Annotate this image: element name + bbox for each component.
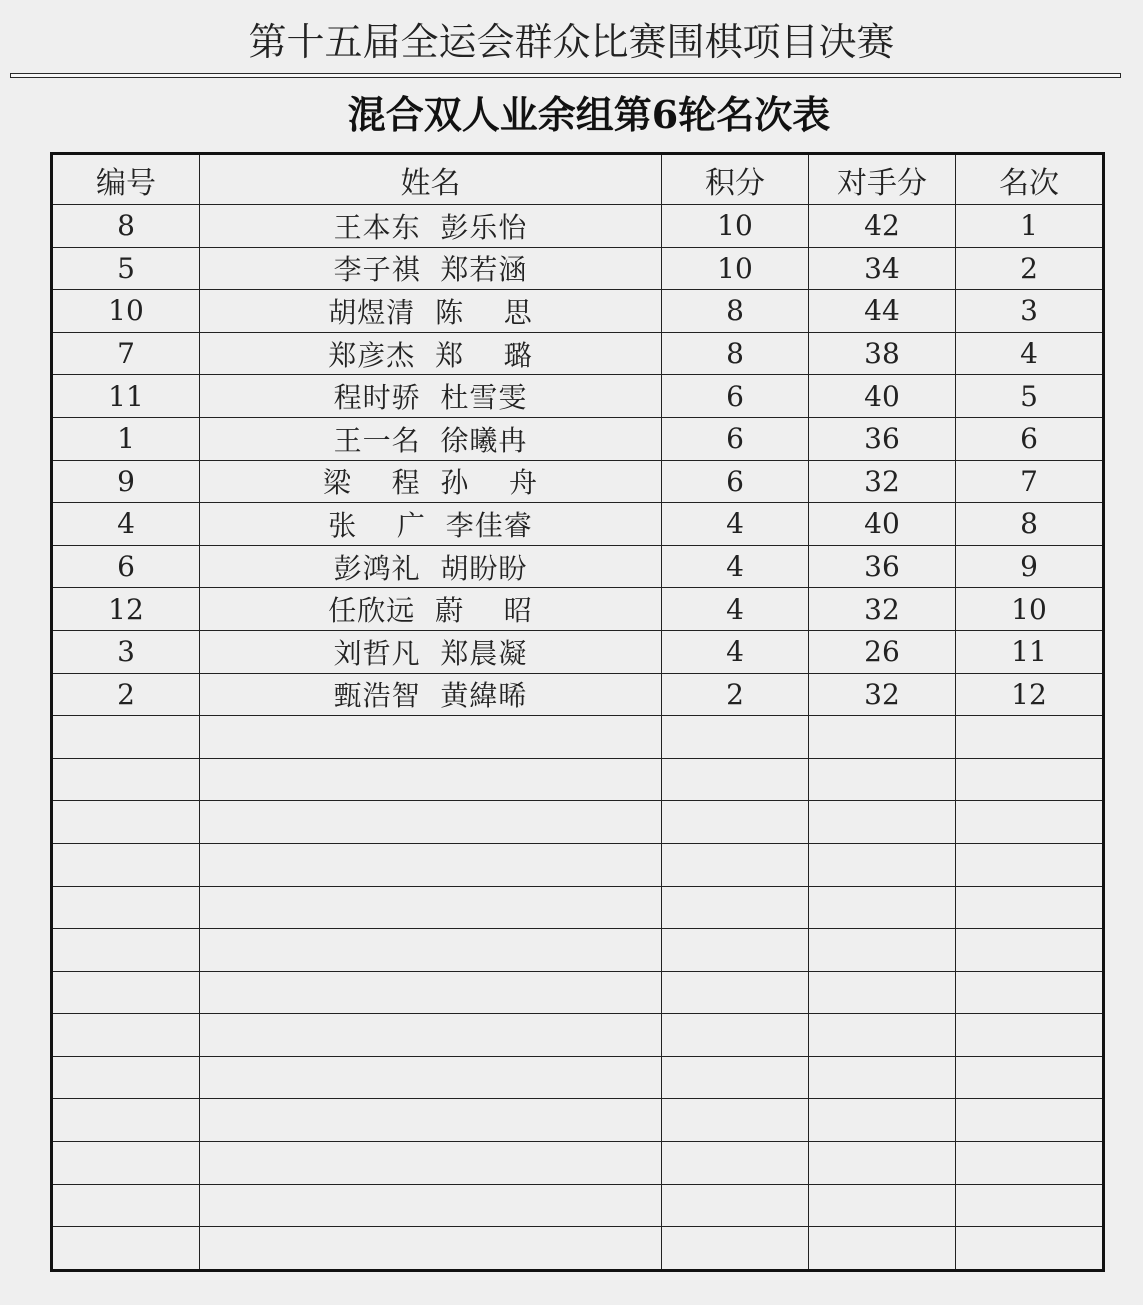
empty-cell: [200, 929, 662, 972]
cell-points: 6: [662, 375, 809, 418]
cell-opponent-points: 40: [809, 503, 956, 546]
cell-id: 2: [52, 673, 200, 716]
cell-points: 4: [662, 545, 809, 588]
cell-rank: 8: [956, 503, 1104, 546]
cell-opponent-points: 26: [809, 630, 956, 673]
cell-names: 王本东 彭乐怡: [200, 205, 662, 248]
empty-table-row: [52, 801, 1104, 844]
empty-cell: [956, 1142, 1104, 1185]
cell-id: 5: [52, 247, 200, 290]
empty-cell: [200, 1227, 662, 1271]
cell-opponent-points: 36: [809, 545, 956, 588]
empty-table-row: [52, 1227, 1104, 1271]
empty-cell: [662, 929, 809, 972]
cell-rank: 7: [956, 460, 1104, 503]
empty-cell: [662, 971, 809, 1014]
empty-cell: [52, 758, 200, 801]
empty-table-row: [52, 1184, 1104, 1227]
cell-rank: 11: [956, 630, 1104, 673]
cell-rank: 4: [956, 332, 1104, 375]
empty-cell: [662, 843, 809, 886]
cell-points: 4: [662, 503, 809, 546]
cell-opponent-points: 32: [809, 588, 956, 631]
cell-names: 郑彦杰 郑 璐: [200, 332, 662, 375]
empty-cell: [662, 1056, 809, 1099]
empty-cell: [956, 1099, 1104, 1142]
empty-table-row: [52, 843, 1104, 886]
empty-table-row: [52, 1142, 1104, 1185]
empty-cell: [52, 1184, 200, 1227]
empty-cell: [662, 716, 809, 759]
cell-rank: 5: [956, 375, 1104, 418]
cell-names: 张 广 李佳睿: [200, 503, 662, 546]
cell-id: 4: [52, 503, 200, 546]
empty-cell: [809, 1142, 956, 1185]
table-row: [52, 630, 1104, 673]
empty-cell: [956, 971, 1104, 1014]
empty-cell: [956, 929, 1104, 972]
cell-points: 4: [662, 630, 809, 673]
empty-cell: [52, 1056, 200, 1099]
table-row: [52, 205, 1104, 248]
empty-cell: [956, 843, 1104, 886]
empty-cell: [200, 1099, 662, 1142]
empty-cell: [52, 1142, 200, 1185]
cell-opponent-points: 32: [809, 460, 956, 503]
empty-cell: [809, 843, 956, 886]
cell-id: 3: [52, 630, 200, 673]
empty-cell: [809, 758, 956, 801]
cell-rank: 10: [956, 588, 1104, 631]
empty-table-row: [52, 971, 1104, 1014]
empty-cell: [52, 886, 200, 929]
empty-cell: [200, 1014, 662, 1057]
cell-names: 甄浩智 黄緯晞: [200, 673, 662, 716]
empty-cell: [956, 716, 1104, 759]
column-header-rank: 名次: [956, 154, 1104, 205]
cell-opponent-points: 34: [809, 247, 956, 290]
empty-table-row: [52, 758, 1104, 801]
cell-opponent-points: 32: [809, 673, 956, 716]
empty-cell: [809, 971, 956, 1014]
empty-cell: [956, 758, 1104, 801]
cell-id: 10: [52, 290, 200, 333]
cell-rank: 6: [956, 417, 1104, 460]
cell-id: 12: [52, 588, 200, 631]
cell-names: 胡煜清 陈 思: [200, 290, 662, 333]
cell-rank: 12: [956, 673, 1104, 716]
empty-cell: [52, 1227, 200, 1271]
cell-opponent-points: 40: [809, 375, 956, 418]
empty-cell: [809, 886, 956, 929]
cell-id: 9: [52, 460, 200, 503]
standings-table: [50, 152, 1105, 1272]
empty-table-row: [52, 929, 1104, 972]
cell-names: 任欣远 蔚 昭: [200, 588, 662, 631]
empty-cell: [662, 1184, 809, 1227]
column-header-names: 姓名: [200, 154, 662, 205]
table-row: [52, 673, 1104, 716]
table-row: [52, 545, 1104, 588]
title-divider: [10, 73, 1121, 78]
empty-cell: [956, 801, 1104, 844]
empty-cell: [662, 801, 809, 844]
cell-names: 刘哲凡 郑晨凝: [200, 630, 662, 673]
table-row: [52, 503, 1104, 546]
cell-id: 1: [52, 417, 200, 460]
cell-rank: 1: [956, 205, 1104, 248]
empty-cell: [52, 1014, 200, 1057]
cell-points: 6: [662, 417, 809, 460]
empty-cell: [956, 1014, 1104, 1057]
cell-points: 10: [662, 205, 809, 248]
empty-table-row: [52, 886, 1104, 929]
cell-names: 程时骄 杜雪雯: [200, 375, 662, 418]
cell-rank: 3: [956, 290, 1104, 333]
cell-names: 梁 程 孙 舟: [200, 460, 662, 503]
cell-id: 11: [52, 375, 200, 418]
cell-id: 8: [52, 205, 200, 248]
cell-opponent-points: 38: [809, 332, 956, 375]
page-title: 第十五届全运会群众比赛围棋项目决赛: [248, 20, 895, 64]
empty-cell: [200, 1184, 662, 1227]
empty-table-row: [52, 1014, 1104, 1057]
empty-cell: [956, 1227, 1104, 1271]
column-header-id: 编号: [52, 154, 200, 205]
column-header-points: 积分: [662, 154, 809, 205]
empty-cell: [662, 758, 809, 801]
empty-cell: [956, 1056, 1104, 1099]
cell-opponent-points: 36: [809, 417, 956, 460]
table-row: [52, 247, 1104, 290]
empty-cell: [200, 886, 662, 929]
cell-points: 8: [662, 332, 809, 375]
empty-cell: [956, 886, 1104, 929]
empty-cell: [809, 1056, 956, 1099]
table-header-row: [52, 154, 1104, 205]
empty-cell: [809, 716, 956, 759]
empty-table-row: [52, 1056, 1104, 1099]
cell-opponent-points: 42: [809, 205, 956, 248]
empty-cell: [809, 1184, 956, 1227]
empty-cell: [52, 843, 200, 886]
empty-cell: [662, 1227, 809, 1271]
empty-cell: [52, 801, 200, 844]
empty-cell: [956, 1184, 1104, 1227]
cell-points: 2: [662, 673, 809, 716]
empty-cell: [52, 716, 200, 759]
empty-cell: [809, 929, 956, 972]
empty-cell: [809, 801, 956, 844]
cell-id: 6: [52, 545, 200, 588]
empty-cell: [662, 1099, 809, 1142]
cell-points: 10: [662, 247, 809, 290]
empty-cell: [809, 1014, 956, 1057]
empty-cell: [809, 1227, 956, 1271]
column-header-opponent-points: 对手分: [809, 154, 956, 205]
table-title: 混合双人业余组第6轮名次表: [347, 92, 831, 137]
empty-cell: [200, 1056, 662, 1099]
empty-cell: [200, 971, 662, 1014]
cell-points: 6: [662, 460, 809, 503]
cell-opponent-points: 44: [809, 290, 956, 333]
empty-table-row: [52, 1099, 1104, 1142]
empty-cell: [200, 843, 662, 886]
empty-cell: [200, 801, 662, 844]
table-row: [52, 375, 1104, 418]
empty-cell: [662, 1014, 809, 1057]
empty-cell: [200, 758, 662, 801]
table-row: [52, 417, 1104, 460]
empty-cell: [809, 1099, 956, 1142]
cell-names: 李子祺 郑若涵: [200, 247, 662, 290]
cell-points: 4: [662, 588, 809, 631]
table-row: [52, 290, 1104, 333]
cell-points: 8: [662, 290, 809, 333]
table-row: [52, 460, 1104, 503]
empty-cell: [662, 1142, 809, 1185]
table-row: [52, 588, 1104, 631]
empty-cell: [662, 886, 809, 929]
empty-cell: [200, 716, 662, 759]
cell-id: 7: [52, 332, 200, 375]
cell-names: 彭鸿礼 胡盼盼: [200, 545, 662, 588]
empty-cell: [52, 929, 200, 972]
empty-cell: [52, 971, 200, 1014]
empty-cell: [52, 1099, 200, 1142]
table-body: [52, 205, 1104, 1271]
table-row: [52, 332, 1104, 375]
empty-cell: [200, 1142, 662, 1185]
empty-table-row: [52, 716, 1104, 759]
cell-names: 王一名 徐曦冉: [200, 417, 662, 460]
cell-rank: 2: [956, 247, 1104, 290]
cell-rank: 9: [956, 545, 1104, 588]
